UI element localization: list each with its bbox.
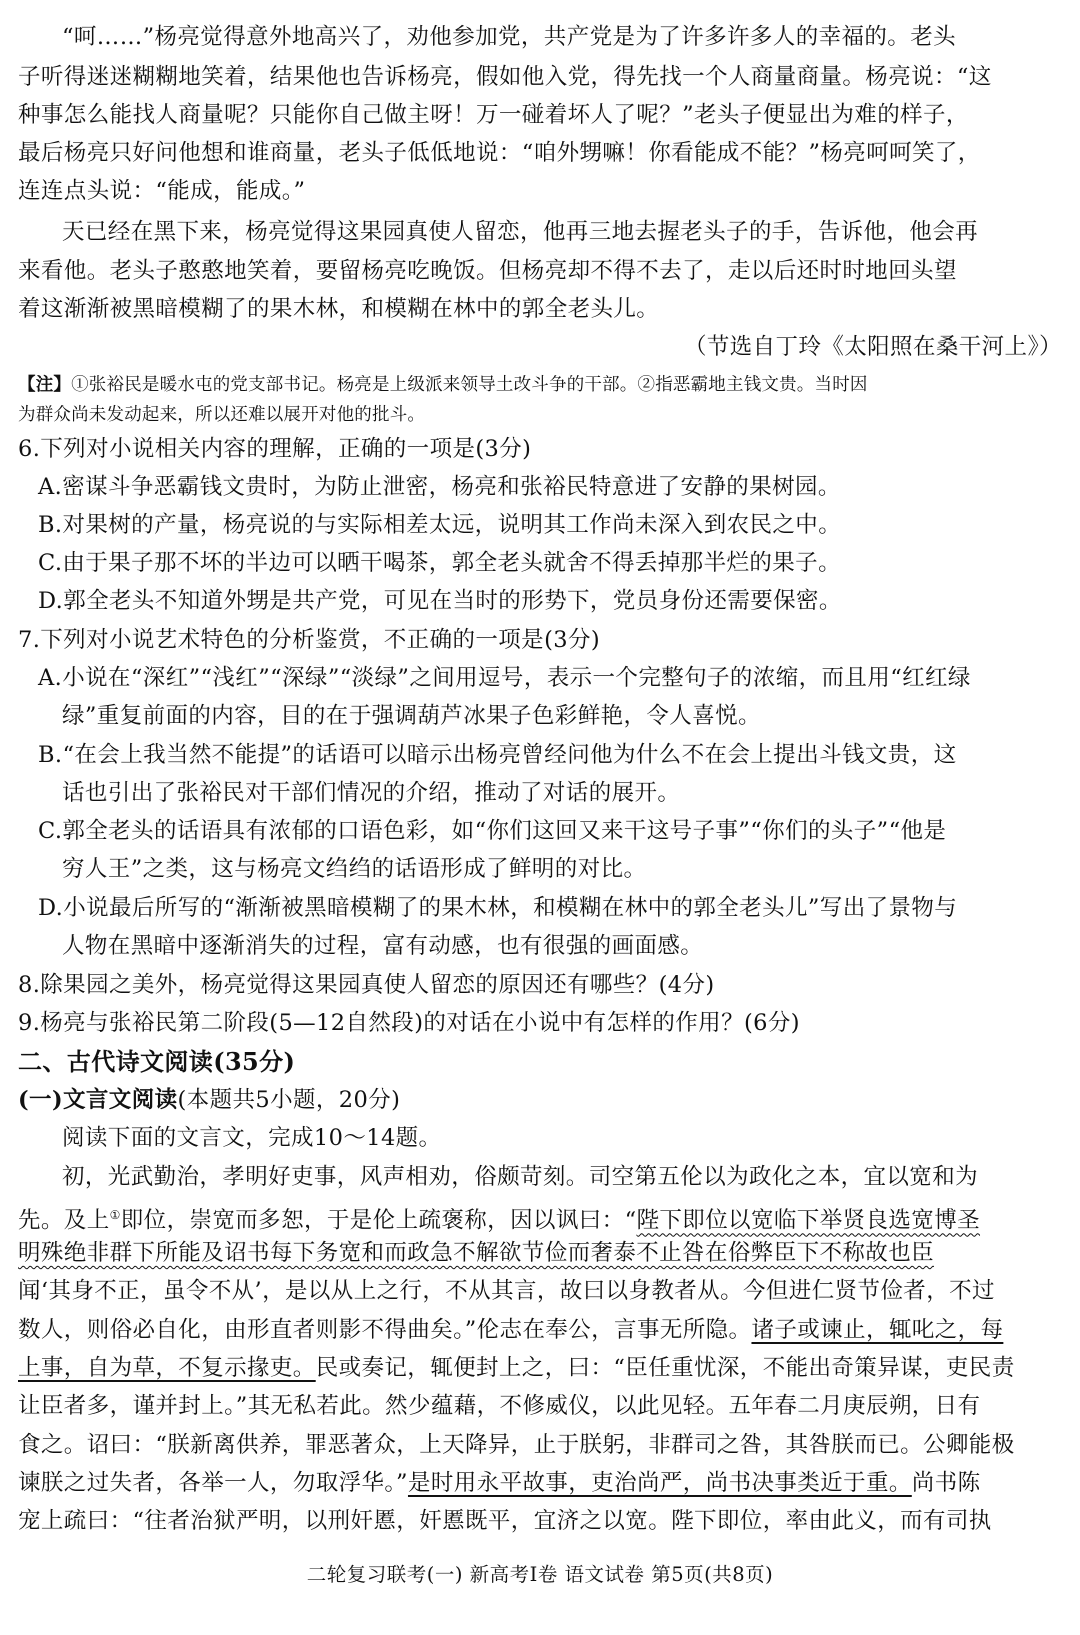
passage-line: 子听得迷迷糊糊地笑着，结果他也告诉杨亮，假如他入党，得先找一个人商量商量。杨亮说：“这 (18, 64, 992, 90)
question-9: 9.杨亮与张裕民第二阶段(5—12自然段)的对话在小说中有怎样的作用？(6分) (18, 1010, 800, 1036)
note-line: 【注】①张裕民是暖水屯的党支部书记。杨亮是上级派来领导土改斗争的干部。②指恶霸地主钱文贵。当时因 (18, 375, 868, 395)
question-6-stem: 6.下列对小说相关内容的理解，正确的一项是(3分) (18, 436, 532, 462)
reading-instruction: 阅读下面的文言文，完成10～14题。 (62, 1125, 442, 1151)
passage-line: 天已经在黑下来，杨亮觉得这果园真使人留恋，他再三地去握老头子的手，告诉他，他会再 (62, 219, 979, 245)
question-7-option-d-cont: 人物在黑暗中逐渐消失的过程，富有动感，也有很强的画面感。 (62, 933, 704, 959)
passage-line: 种事怎么能找人商量呢？只能你自己做主呀！万一碰着坏人了呢？”老头子便显出为难的样子， (18, 102, 969, 128)
question-7-option-c-cont: 穷人王”之类，这与杨亮文绉绉的话语形成了鲜明的对比。 (62, 856, 647, 882)
question-7-option-c: C.郭全老头的话语具有浓郁的口语色彩，如“你们这回又来干这号子事”“你们的头子”“他是 (38, 818, 947, 844)
classical-line: 上事，自为草，不复示掾吏。民或奏记，辄便封上之，曰：“臣任重忧深，不能出奇策异谋，吏民责 (18, 1355, 1015, 1381)
underlined-text: 诸子或谏止，辄叱之，每 (751, 1317, 1004, 1343)
question-8: 8.除果园之美外，杨亮觉得这果园真使人留恋的原因还有哪些？(4分) (18, 972, 715, 998)
passage-line: 连连点头说：“能成，能成。” (18, 178, 306, 204)
classical-line: 食之。诏曰：“朕新离供养，罪恶著众，上天降异，止于朕躬，非群司之咎，其咎朕而已。公卿能极 (18, 1432, 1015, 1458)
classical-line: 数人，则俗必自化，由形直者则影不得曲矣。”伦志在奉公，言事无所隐。诸子或谏止，辄叱之，每 (18, 1317, 1004, 1343)
wavy-underlined-text: 陛下即位以宽临下举贤良选宽博圣 (636, 1207, 981, 1234)
question-7-option-b: B.“在会上我当然不能提”的话语可以暗示出杨亮曾经问他为什么不在会上提出斗钱文贵，这 (38, 742, 957, 768)
page-footer: 二轮复习联考(一) 新高考Ⅰ卷 语文试卷 第5页(共8页) (306, 1563, 774, 1586)
underlined-text: 是时用永平故事，吏治尚严，尚书决事类近于重。 (407, 1470, 912, 1496)
question-6-option-c: C.由于果子那不坏的半边可以晒干喝茶，郭全老头就舍不得丢掉那半烂的果子。 (38, 550, 841, 576)
classical-line: 让臣者多，谨并封上。”其无私若此。然少蕴藉，不修威仪，以此见轻。五年春二月庚辰朔，日有 (18, 1393, 981, 1419)
passage-line: 来看他。老头子憨憨地笑着，要留杨亮吃晚饭。但杨亮却不得不去了，走以后还时时地回头望 (18, 258, 957, 284)
question-6-option-b: B.对果树的产量，杨亮说的与实际相差太远，说明其工作尚未深入到农民之中。 (38, 512, 842, 538)
question-6-option-d: D.郭全老头不知道外甥是共产党，可见在当时的形势下，党员身份还需要保密。 (38, 588, 842, 614)
passage-source: （节选自丁玲《太阳照在桑干河上》） (683, 334, 1062, 360)
classical-line: 闻‘其身不正，虽令不从’，是以从上之行，不从其言，故曰以身教者从。今但进仁贤节俭者，不过 (18, 1278, 995, 1304)
section-title: 二、古代诗文阅读(35分) (18, 1047, 296, 1076)
underlined-text: 上事，自为草，不复示掾吏。 (18, 1355, 316, 1381)
question-7-option-a: A.小说在“深红”“浅红”“深绿”“淡绿”之间用逗号，表示一个完整句子的浓缩，而且用“红红绿 (38, 665, 971, 691)
wavy-underlined-text: 明殊绝非群下所能及诏书每下务宽和而政急不解欲节俭而奢泰不止咎在俗弊臣下不称故也臣 (18, 1240, 935, 1266)
question-7-stem: 7.下列对小说艺术特色的分析鉴赏，不正确的一项是(3分) (18, 627, 601, 653)
passage-line: 最后杨亮只好问他想和谁商量，老头子低低地说：“咱外甥嘛！你看能成不能？”杨亮呵呵笑了， (18, 140, 981, 166)
question-6-option-a: A.密谋斗争恶霸钱文贵时，为防止泄密，杨亮和张裕民特意进了安静的果树园。 (38, 474, 841, 500)
passage-line: 着这渐渐被黑暗模糊了的果木林，和模糊在林中的郭全老头儿。 (18, 296, 660, 322)
classical-line: 谏朕之过失者，各举一人，勿取浮华。”是时用永平故事，吏治尚严，尚书决事类近于重。尚书陈 (18, 1470, 981, 1496)
classical-line: 宠上疏曰：“往者治狱严明，以刑奸慝，奸慝既平，宜济之以宽。陛下即位，率由此义，而有司执 (18, 1508, 992, 1534)
classical-line (18, 1238, 1080, 1268)
question-7-option-b-cont: 话也引出了张裕民对干部们情况的介绍，推动了对话的展开。 (62, 780, 681, 806)
classical-line: 初，光武勤治，孝明好吏事，风声相劝，俗颇苛刻。司空第五伦以为政化之本，宜以宽和为 (62, 1164, 979, 1190)
subsection-title: (一)文言文阅读(本题共5小题，20分) (18, 1087, 401, 1113)
classical-line: 先。及上①即位，崇宽而多恕，于是伦上疏褒称，因以讽曰：“陛下即位以宽临下举贤良选宽博圣 (18, 1207, 981, 1234)
passage-line: “呵……”杨亮觉得意外地高兴了，劝他参加党，共产党是为了许多许多人的幸福的。老头 (62, 24, 957, 50)
question-7-option-d: D.小说最后所写的“渐渐被黑暗模糊了的果木林，和模糊在林中的郭全老头儿”写出了景物与 (38, 895, 958, 921)
note-line: 为群众尚未发动起来，所以还难以展开对他的批斗。 (18, 405, 426, 425)
note-label: 【注】 (18, 375, 72, 395)
question-7-option-a-cont: 绿”重复前面的内容，目的在于强调葫芦冰果子色彩鲜艳，令人喜悦。 (62, 703, 761, 729)
